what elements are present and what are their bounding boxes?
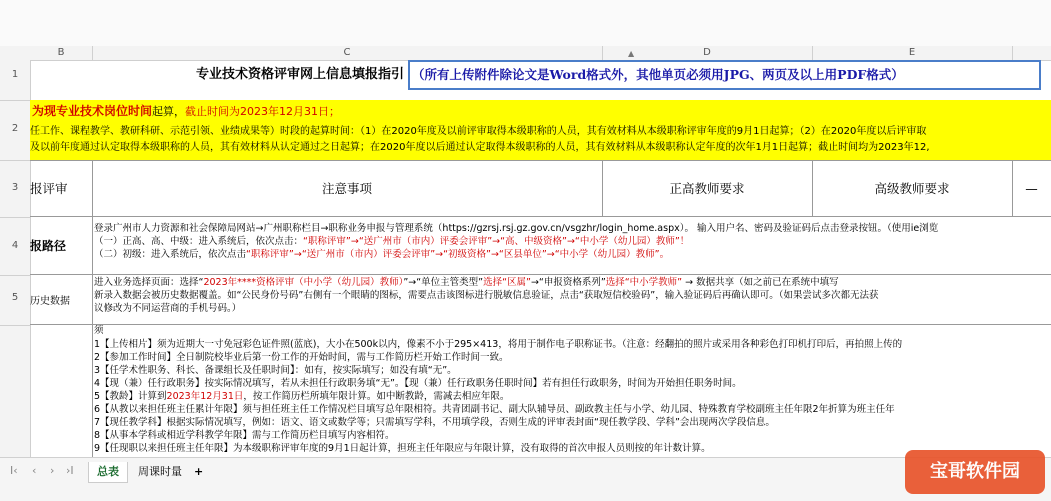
text-part: （一）正高、高、中级：进入系统后，依次点击： — [94, 236, 304, 247]
row-header-3[interactable]: 3 — [11, 182, 19, 193]
row-text-line: 4【现（兼）任行政职务】按实际情况填写，若从未担任行政职务填“无”。【现（兼）任行政职务任职时间】若有担任行政职务，时间为开始担任职务时间。 — [94, 378, 742, 389]
next-sheet-icon[interactable]: › — [50, 464, 55, 477]
header-cell-f[interactable] — [1012, 160, 1051, 217]
time-rule-line: 及以前年度通过认定取得本级职称的人员，其有效材料从认定通过之日起算；在2020年度以后通过认定取得本级职称的人员，其有效材料从本级职称认定年度的次年1月1日起算；截止时间均为2023年12, — [30, 142, 930, 153]
row-label: 历史数据 — [30, 296, 70, 307]
page-title[interactable]: 专业技术资格评审网上信息填报指引 — [195, 67, 404, 82]
row-text-line: 1【上传相片】须为近期大一寸免冠彩色证件照(蓝底)，大小在500k以内，像素不小于295×413，将用于制作电子职称证书。（注意：经翻拍的照片或采用各种彩色打印机打印后，再拍照上传的 — [94, 339, 903, 350]
row-text-line: 2【参加工作时间】全日制院校毕业后第一份工作的开始时间，需与工作简历栏开始工作时间一致。 — [94, 352, 509, 363]
title-note-cell[interactable]: （所有上传附件除论文是Word格式外，其他单页必须用JPG、两页及以上用PDF格式） — [408, 60, 1041, 90]
time-rule-mid-text: 起算， — [152, 105, 186, 118]
history-data-row[interactable] — [30, 275, 1051, 325]
first-sheet-icon[interactable]: I‹ — [10, 464, 18, 477]
row-separator[interactable] — [0, 100, 30, 101]
grid-line — [1012, 160, 1013, 217]
header-label: 报评审 — [30, 181, 68, 196]
row-label: 报路径 — [30, 239, 67, 253]
header-label: 正高教师要求 — [669, 181, 745, 196]
column-header-bar — [0, 46, 1051, 61]
row-text-line — [94, 391, 509, 404]
add-sheet-button[interactable]: + — [194, 465, 204, 478]
top-blank-area — [0, 0, 1051, 46]
text-part: → 数据共享（如之前已在系统中填写 — [682, 277, 839, 288]
text-part: ，按工作简历栏所填年限计算。如中断教龄，需减去相应年限。 — [243, 391, 510, 402]
fill-notes-row[interactable] — [30, 325, 1051, 457]
row-text-line — [94, 277, 839, 290]
column-separator[interactable] — [1012, 46, 1013, 60]
row-separator[interactable] — [0, 217, 30, 218]
sheet-tab-bar — [0, 457, 1051, 501]
column-header-e[interactable]: E — [908, 47, 916, 58]
header-cell-notes[interactable] — [92, 160, 602, 217]
text-part: 进入业务选择页面：选择“ — [94, 277, 204, 288]
tab-weekly-hours[interactable]: 周课时量 — [138, 465, 182, 478]
header-cell-senior-req[interactable] — [602, 160, 812, 217]
header-cell-b[interactable] — [30, 160, 92, 217]
row-separator[interactable] — [0, 160, 30, 161]
time-rule-line: 任工作、课程教学、教研科研、示范引领、业绩成果等）时段的起算时间：（1）在2020年度及以前评审取得本级职称的人员，其有效材料从本级职称评审年度的9月1日起算；（2）在2020年度以后评审取 — [30, 126, 927, 137]
row-text-line: 须 — [94, 325, 104, 336]
row-text-line — [94, 236, 689, 249]
row-text-line: 8【从事本学科或相近学科教学年限】需与工作简历栏目填写内容相符。 — [94, 430, 395, 441]
grid-line — [812, 160, 813, 217]
time-rule-deadline: 截止时间为2023年12月31日； — [185, 105, 341, 118]
row-separator[interactable] — [0, 325, 30, 326]
tab-summary[interactable]: 总表 — [88, 462, 128, 483]
text-part-red: 选择“中小学教师” — [605, 277, 683, 288]
header-label: 注意事项 — [321, 181, 372, 196]
text-part-red: 选择“区属” — [483, 277, 531, 288]
row-text-line: 9【任现职以来担任班主任年限】为本级职称评审年度的9月1日起计算，担班主任年限应与年限计算，没有取得的首次申报人员则按的年计数计算。 — [94, 443, 711, 454]
header-label: — — [1025, 181, 1038, 196]
row-text-line: 议修改为不同运营商的手机号码。） — [94, 303, 242, 314]
header-cell-advanced-req[interactable] — [812, 160, 1012, 217]
column-header-b[interactable]: B — [57, 47, 65, 58]
row-text-line: 7【现任教学科】根据实际情况填写，例如：语文、语文或数学等；只需填写学科，不用填学段，否则生成的评审表封面“现任教学段、学科”会出现两次学段信息。 — [94, 417, 775, 428]
column-header-d[interactable]: D — [703, 47, 711, 58]
row-text-line: 6【从教以来担任班主任累计年限】须与担任班主任工作情况栏目填写总年限相符。共青团副书记、副大队辅导员、副政教主任与小学、幼儿园、特殊教育学校副班主任年限2年折算为班主任年 — [94, 404, 895, 415]
header-label: 高级教师要求 — [874, 181, 950, 196]
text-part-red: “职称评审”→“送广州市（市内）评委会评审”→“高、中级资格”→“中小学（幼儿园）教师”！ — [303, 236, 690, 247]
row-header-4[interactable]: 4 — [11, 240, 19, 251]
time-rule-heading-text: 为现专业技术岗位时间 — [32, 104, 153, 118]
row-separator[interactable] — [0, 275, 30, 276]
text-part-red: “职称评审”→“送广州市（市内）评委会评审”→“初级资格”→“区县单位”→“中小学（幼儿园）教师”。 — [246, 249, 670, 260]
text-part: 5【教龄】计算到 — [94, 391, 167, 402]
watermark-logo: 宝哥软件园 — [905, 450, 1045, 494]
login-path-row[interactable] — [30, 217, 1051, 275]
grid-line — [602, 160, 603, 217]
row-header-bar — [0, 60, 31, 457]
text-part-red: 2023年12月31日 — [166, 391, 244, 402]
sheet-grid[interactable] — [30, 60, 1051, 457]
time-rule-row[interactable] — [30, 100, 1051, 160]
last-sheet-icon[interactable]: ›I — [66, 464, 74, 477]
prev-sheet-icon[interactable]: ‹ — [32, 464, 37, 477]
time-rule-heading — [32, 102, 340, 119]
text-part: （二）初级：进入系统后，依次点击 — [94, 249, 247, 260]
text-part-red: 2023年****资格评审（中小学（幼儿园）教师） — [203, 277, 404, 288]
row-text-line: 登录广州市人力资源和社会保障局网站→广州职称栏目→职称业务申报与管理系统（https://gzrsj.rsj.gz.gov.cn/vsgzhr/login_home.aspx）。 输入用户名、密码及验证码后点击登录按钮。（使用ie浏览 — [94, 223, 939, 234]
text-part: →“申报资格系列” — [530, 277, 606, 288]
row-text-line: 新录入数据会被历史数据覆盖。如“公民身份号码”右侧有一个眼睛的图标，需要点击该图标进行脱敏信息验证，点击“获取短信校验码”，输入验证码后再确认即可。（如果尝试多次都无法获 — [94, 290, 879, 301]
text-part: ”→“单位主管类型” — [403, 277, 484, 288]
row-header-1[interactable]: 1 — [11, 69, 19, 80]
row-text-line — [94, 249, 669, 262]
row-header-5[interactable]: 5 — [11, 292, 19, 303]
column-resize-handle-icon[interactable]: ▲ — [628, 49, 635, 58]
row-text-line: 3【任学术性职务、科长、备课组长及任职时间】：如有，按实际填写；如没有填“无”。 — [94, 365, 457, 376]
row-header-2[interactable]: 2 — [11, 123, 19, 134]
column-header-c[interactable]: C — [343, 47, 351, 58]
